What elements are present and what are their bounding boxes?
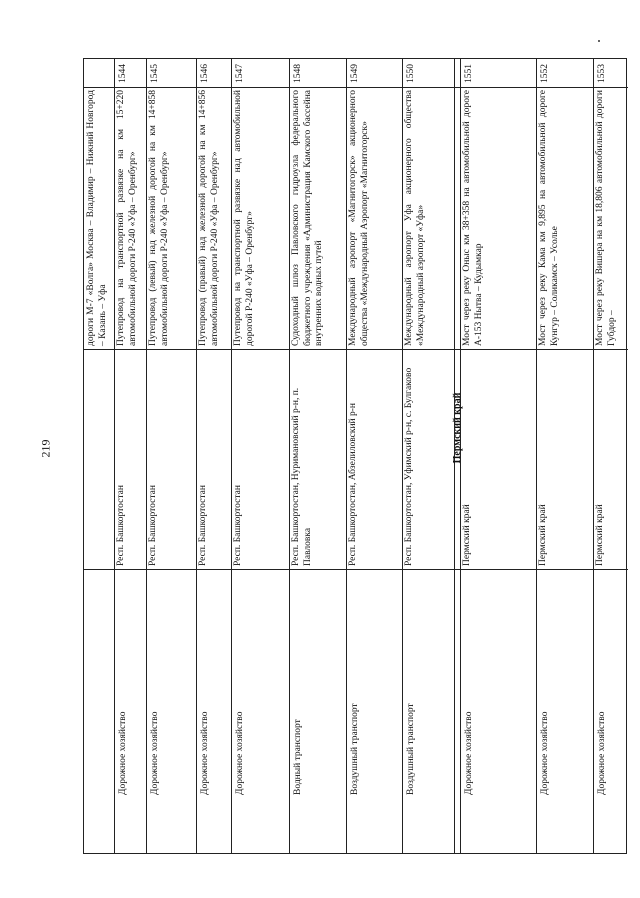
object-name: Мост через реку Кама км 9,895 на автомобильной дороге Кунгур – Соликамск – Усолье <box>538 90 560 346</box>
object-sector: Дорожное хозяйство <box>540 711 550 795</box>
row-separator <box>346 59 347 853</box>
row-separator <box>402 59 403 853</box>
object-location: Пермский край <box>595 504 605 566</box>
row-number: 1546 <box>200 64 210 83</box>
object-name: Судоходный шлюз Павловского гидроузла федерального бюджетного учреждения «Администрация Камского бассейна внутренних водных путей <box>291 90 324 346</box>
row-separator <box>536 59 537 853</box>
row-number: 1553 <box>597 64 607 83</box>
row-separator <box>146 59 147 853</box>
object-name: дороги М-7 «Волга» Москва – Владимир – Нижний Новгород – Казань – Уфа <box>86 90 108 346</box>
object-location: Респ. Башкортостан, Нуримановский р-н, п. Павловка <box>291 387 313 566</box>
object-sector: Дорожное хозяйство <box>597 711 607 795</box>
object-location: Пермский край <box>462 504 472 566</box>
registry-table <box>83 58 627 854</box>
object-sector: Дорожное хозяйство <box>235 711 245 795</box>
object-name: Мост через реку Вишера на км 18,806 автомобильной дороги Губдор – <box>595 90 617 346</box>
column-separator <box>84 87 628 88</box>
object-location: Респ. Башкортостан <box>233 485 243 566</box>
object-name: Путепровод (левый) над железной дорогой на км 14+858 автомобильной дороги Р-240 «Уфа – Оренбург» <box>148 90 170 346</box>
row-separator <box>289 59 290 853</box>
row-number: 1544 <box>118 64 128 83</box>
row-number: 1549 <box>350 64 360 83</box>
row-number: 1550 <box>406 64 416 83</box>
object-sector: Дорожное хозяйство <box>200 711 210 795</box>
row-separator <box>593 59 594 853</box>
row-number: 1548 <box>293 64 303 83</box>
object-location: Респ. Башкортостан, Уфимский р-н, с. Булгаково <box>404 367 414 566</box>
row-number: 1551 <box>464 64 474 83</box>
object-name: Мост через реку Оныс км 38+358 на автомобильной дороге А-153 Нытва – Кудымкар <box>462 90 484 346</box>
row-number: 1552 <box>540 64 550 83</box>
object-sector: Дорожное хозяйство <box>118 711 128 795</box>
row-number: 1545 <box>150 64 160 83</box>
object-sector: Дорожное хозяйство <box>464 711 474 795</box>
region-header: Пермский край <box>452 392 463 464</box>
object-name: Международный аэропорт «Магнитогорск» акционерного общества «Международный Аэропорт «Магнитогорск» <box>348 90 370 346</box>
page-number: 219 <box>38 439 53 458</box>
row-number: 1547 <box>235 64 245 83</box>
object-location: Респ. Башкортостан, Абзелиловский р-н <box>348 402 358 566</box>
object-name: Международный аэропорт Уфа акционерного общества «Международный аэропорт «Уфа» <box>404 90 426 346</box>
object-sector: Воздушный транспорт <box>406 703 416 795</box>
object-location: Респ. Башкортостан <box>116 485 126 566</box>
object-sector: Воздушный транспорт <box>350 703 360 795</box>
object-name: Путепровод (правый) над железной дорогой на км 14+856 автомобильной дороги Р-240 «Уфа – Оренбург» <box>198 90 220 346</box>
column-separator <box>84 349 628 350</box>
object-sector: Дорожное хозяйство <box>150 711 160 795</box>
row-separator <box>114 59 115 853</box>
stray-mark <box>598 40 600 42</box>
object-location: Респ. Башкортостан <box>148 485 158 566</box>
object-location: Респ. Башкортостан <box>198 485 208 566</box>
row-separator <box>231 59 232 853</box>
object-location: Пермский край <box>538 504 548 566</box>
column-separator <box>84 569 628 570</box>
object-name: Путепровод на транспортной развязке над автомобильной дорогой Р-240 «Уфа – Оренбург» <box>233 90 255 346</box>
row-separator <box>196 59 197 853</box>
object-sector: Водный транспорт <box>293 719 303 795</box>
object-name: Путепровод на транспортной развязке на км 15+220 автомобильной дороги Р-240 «Уфа – Оренбург» <box>116 90 138 346</box>
